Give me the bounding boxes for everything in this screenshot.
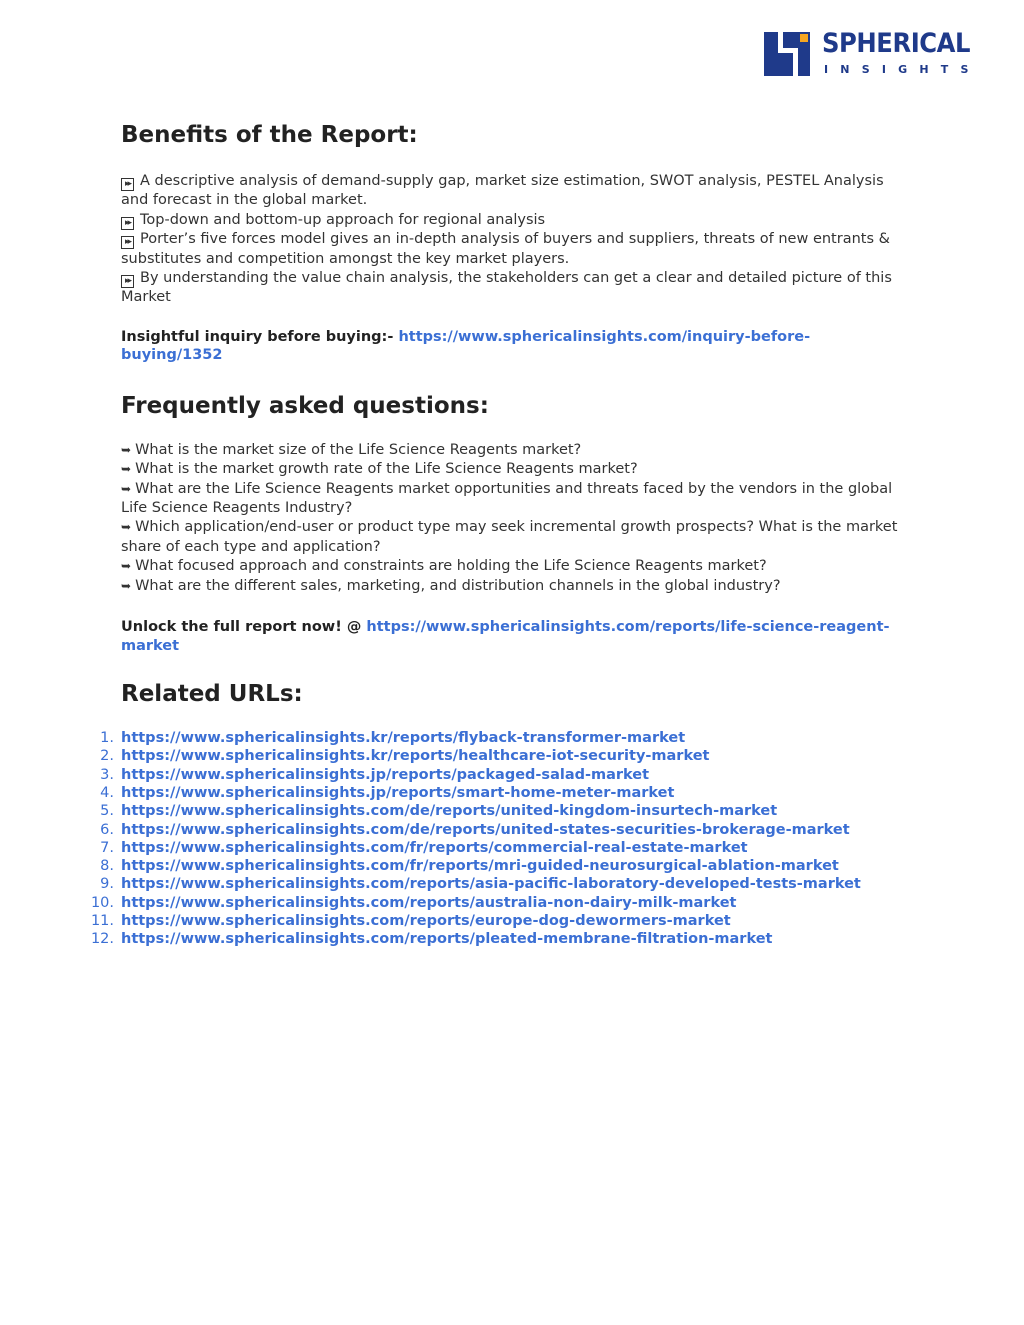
arrow-right-icon: ➥ [121, 481, 132, 496]
related-link[interactable]: https://www.sphericalinsights.kr/reports/flyback-transformer-market [121, 730, 686, 747]
list-item [100, 729, 911, 747]
related-heading: Related URLs: [121, 681, 303, 708]
list-number: 7. [100, 839, 114, 856]
faq-item [121, 518, 911, 557]
faq-text: What is the market growth rate of the Life Science Reagents market? [135, 461, 638, 478]
list-item [100, 857, 911, 875]
report-content [90, 118, 911, 949]
inquiry-link[interactable]: https://www.sphericalinsights.com/inquiry-before-buying/1352 [121, 328, 811, 364]
faq-text: What is the market size of the Life Science Reagents market? [135, 441, 582, 458]
faq-text: What are the different sales, marketing, and distribution channels in the global industry? [135, 577, 781, 594]
faq-heading: Frequently asked questions: [121, 392, 489, 419]
logo-name: SPHERICAL [822, 28, 971, 59]
faq-list [121, 441, 911, 596]
fast-forward-icon: ▸▸ [121, 236, 134, 249]
list-item [90, 912, 911, 930]
list-number: 6. [100, 821, 114, 838]
faq-item [121, 480, 911, 519]
unlock-link[interactable]: https://www.sphericalinsights.com/reports/life-science-reagent-market [121, 619, 890, 654]
list-number: 8. [100, 858, 114, 875]
list-item [100, 784, 911, 802]
arrow-right-icon: ➥ [121, 559, 132, 574]
inquiry-label: Insightful inquiry before buying:- [121, 328, 399, 345]
spherical-insights-logo [764, 28, 981, 78]
related-link[interactable]: https://www.sphericalinsights.com/de/reports/united-states-securities-brokerage-market [121, 821, 850, 838]
benefits-heading: Benefits of the Report: [121, 122, 418, 148]
benefit-item [121, 230, 911, 269]
benefit-item [121, 172, 911, 211]
arrow-right-icon: ➥ [121, 442, 132, 457]
list-number: 4. [100, 784, 114, 801]
list-number: 9. [100, 876, 114, 893]
benefit-item [121, 269, 911, 308]
logo-mark-icon [764, 32, 810, 76]
unlock-label: Unlock the full report now! @ [121, 619, 367, 636]
benefits-list [121, 172, 911, 308]
related-link[interactable]: https://www.sphericalinsights.com/reports/pleated-membrane-filtration-market [121, 931, 773, 948]
logo-subtitle: INSIGHTS [824, 63, 981, 76]
arrow-right-icon: ➥ [121, 520, 132, 535]
list-number: 1. [100, 730, 114, 747]
fast-forward-icon: ▸▸ [121, 178, 134, 191]
faq-text: What are the Life Science Reagents market opportunities and threats faced by the vendors in the global Life Science Reagents Industry? [121, 480, 893, 517]
list-item [100, 766, 911, 784]
faq-text: Which application/end-user or product type may seek incremental growth prospects? What is the market share of each type and application? [121, 519, 898, 555]
list-item [100, 821, 911, 839]
related-link[interactable]: https://www.sphericalinsights.jp/reports/smart-home-meter-market [121, 784, 675, 801]
related-link[interactable]: https://www.sphericalinsights.kr/reports/healthcare-iot-security-market [121, 748, 710, 765]
faq-item [121, 441, 911, 460]
list-item [100, 802, 911, 820]
list-number: 2. [100, 748, 114, 765]
related-link[interactable]: https://www.sphericalinsights.com/fr/reports/mri-guided-neurosurgical-ablation-market [121, 858, 839, 875]
related-link[interactable]: https://www.sphericalinsights.com/reports/australia-non-dairy-milk-market [121, 894, 737, 911]
related-link[interactable]: https://www.sphericalinsights.com/reports/asia-pacific-laboratory-developed-tests-market [121, 876, 861, 893]
related-url-list [90, 729, 911, 949]
list-number: 11. [90, 913, 114, 930]
faq-text: What focused approach and constraints are holding the Life Science Reagents market? [135, 558, 767, 575]
faq-item [121, 577, 911, 596]
related-link[interactable]: https://www.sphericalinsights.com/reports/europe-dog-dewormers-market [121, 913, 731, 930]
inquiry-line [121, 328, 911, 365]
list-item [90, 894, 911, 912]
faq-item [121, 460, 911, 479]
benefit-text: By understanding the value chain analysis, the stakeholders can get a clear and detailed picture of this Market [121, 270, 892, 306]
list-number: 12. [90, 931, 114, 948]
benefit-text: Top-down and bottom-up approach for regional analysis [140, 211, 546, 228]
benefit-item [121, 211, 911, 230]
unlock-line [121, 618, 911, 655]
list-item [100, 839, 911, 857]
list-item [100, 747, 911, 765]
faq-item [121, 557, 911, 576]
related-link[interactable]: https://www.sphericalinsights.jp/reports/packaged-salad-market [121, 766, 650, 783]
list-number: 10. [90, 894, 114, 911]
benefit-text: Porter’s five forces model gives an in-depth analysis of buyers and suppliers, threats of new entrants & substitutes and competition amongst the key market players. [121, 231, 890, 267]
arrow-right-icon: ➥ [121, 578, 132, 593]
list-number: 5. [100, 803, 114, 820]
list-item [100, 875, 911, 893]
related-link[interactable]: https://www.sphericalinsights.com/fr/reports/commercial-real-estate-market [121, 839, 748, 856]
arrow-right-icon: ➥ [121, 462, 132, 477]
benefit-text: A descriptive analysis of demand-supply gap, market size estimation, SWOT analysis, PESTEL Analysis and forecast in the global market. [121, 173, 884, 209]
fast-forward-icon: ▸▸ [121, 275, 134, 288]
list-number: 3. [100, 766, 114, 783]
fast-forward-icon: ▸▸ [121, 217, 134, 230]
related-link[interactable]: https://www.sphericalinsights.com/de/reports/united-kingdom-insurtech-market [121, 803, 778, 820]
list-item [90, 930, 911, 948]
